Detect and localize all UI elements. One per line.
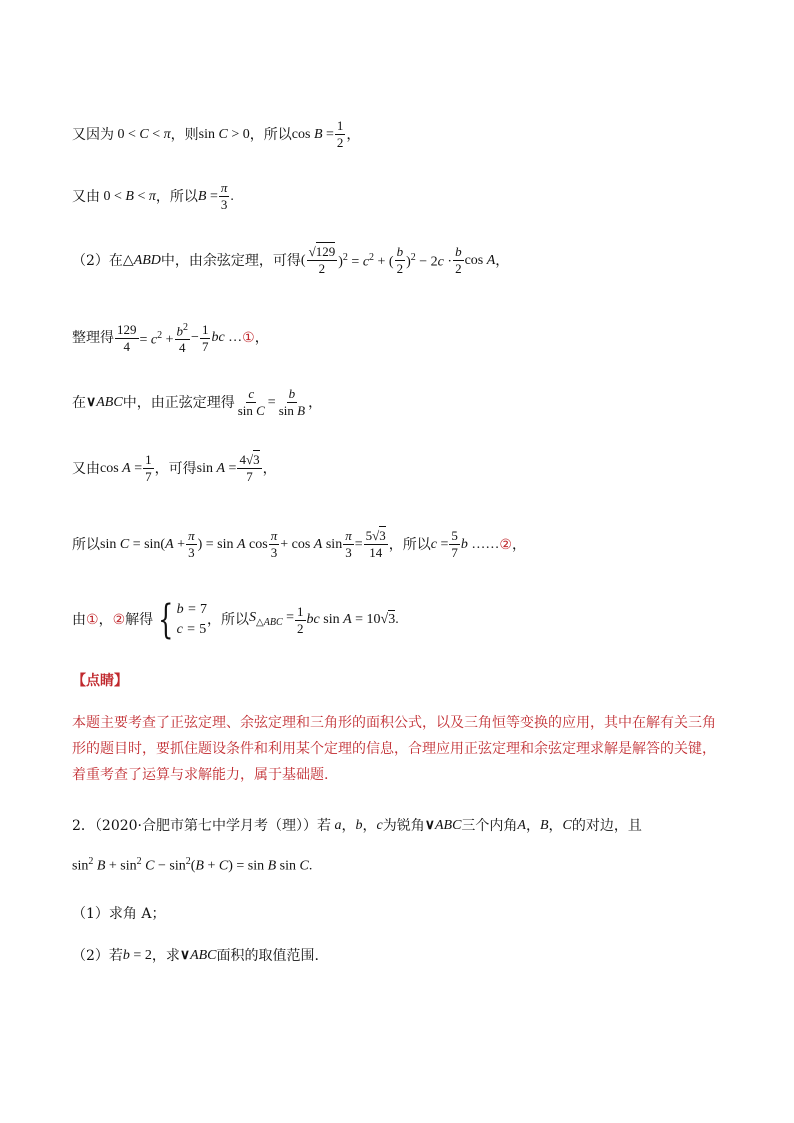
fraction: $\frac{b^2}{4}$ <box>176 322 189 356</box>
math: cos A = <box>100 460 143 476</box>
math: sin A = <box>196 460 237 476</box>
text: ， <box>525 818 540 834</box>
problem-2-part-2 <box>72 946 319 966</box>
text: 为锐角 <box>382 818 425 834</box>
text: ， <box>548 818 563 834</box>
solution-line-8 <box>72 597 399 643</box>
math: bc … <box>211 330 243 346</box>
fraction: $\frac{5}{7}$ <box>451 528 458 560</box>
fraction: $\frac{b}{\text{sin B}}$ <box>278 386 306 418</box>
text: 三个内角 <box>461 818 518 834</box>
text: 由 <box>72 612 86 628</box>
text: （2）若 <box>72 948 123 964</box>
fraction: $\frac{129}{4}$ <box>117 321 137 354</box>
solution-line-5 <box>72 386 322 419</box>
text: 面积的取值范围. <box>216 948 319 964</box>
text: 中，由正弦定理得 <box>122 394 235 411</box>
fraction: $\frac{1}{7}$ <box>201 321 209 354</box>
solution-line-1 <box>72 118 360 151</box>
math: ∨ABC <box>179 948 217 963</box>
fraction: $\frac{\pi}{3}$ <box>270 528 278 560</box>
text: 2．（2020·合肥市第七中学月考（理））若 <box>72 818 331 834</box>
math: cos A <box>464 252 496 268</box>
text: ， <box>362 818 377 834</box>
text: ， <box>254 330 269 347</box>
solution-line-3 <box>72 244 509 277</box>
fraction: $\frac{1}{2}$ <box>336 118 344 150</box>
math: )$^2$ − 2c · <box>406 252 453 270</box>
math: + cos A sin <box>280 536 343 552</box>
circled-mark: ② <box>112 612 126 628</box>
circled-mark: ① <box>242 330 255 347</box>
solution-line-4 <box>72 320 269 356</box>
math: ) = sin A cos <box>197 536 268 552</box>
fraction: $\frac{\pi}{3}$ <box>220 180 228 212</box>
text: 在 <box>72 394 86 411</box>
text: 解得 <box>125 612 154 628</box>
math: 0 < B < π <box>100 188 156 204</box>
math: a <box>331 818 342 833</box>
math: A <box>517 818 526 833</box>
text: 整理得 <box>72 330 114 347</box>
math: ( <box>300 252 306 268</box>
fraction: $\frac{√129}{2}$ <box>308 244 336 276</box>
fraction: $\frac{4√3}{7}$ <box>239 452 260 484</box>
text: ，所以 <box>155 188 198 205</box>
circled-mark: ① <box>86 612 99 628</box>
text: ， <box>346 126 361 143</box>
problem-2-part-1: （1）求角 A； <box>72 906 166 922</box>
text: ，可得 <box>154 460 197 477</box>
fraction: $\frac{\pi}{3}$ <box>188 528 195 560</box>
solution-line-2 <box>72 180 234 213</box>
math: b <box>355 818 363 833</box>
text: 又由 <box>72 188 100 205</box>
text: ， <box>308 394 323 411</box>
math: bc sin A = 10√3. <box>306 612 399 627</box>
math: = $c^2$ + <box>139 329 174 348</box>
text: 所以 <box>72 536 100 553</box>
math: sin C > 0 <box>198 126 250 142</box>
math: cos B = <box>291 126 334 142</box>
fraction: $\frac{c}{\text{sin C}}$ <box>237 386 265 418</box>
fraction: $\frac{1}{2}$ <box>297 603 304 636</box>
comment-body: 本题主要考查了正弦定理、余弦定理和三角形的面积公式，以及三角恒等变换的应用，其中在解有关三角形的题目时，要抓住题设条件和利用某个定理的信息，合理应用正弦定理和余弦定理求解是解答的关键，着重考查了运算与求解能力，属于基础题. <box>72 715 716 783</box>
text: （2）在 <box>72 252 123 269</box>
text: 又由 <box>72 460 100 477</box>
fraction: $\frac{1}{7}$ <box>145 452 152 484</box>
text: 中，由余弦定理，可得 <box>160 252 301 269</box>
equation-system: { b = 7 c = 5 <box>158 597 208 643</box>
math: b …… <box>460 536 500 552</box>
math: B <box>539 818 549 833</box>
math: ∨ABC <box>86 394 123 410</box>
text: ， <box>495 252 510 269</box>
fraction: $\frac{b}{2}$ <box>455 244 462 276</box>
fraction: $\frac{\pi}{3}$ <box>345 528 352 560</box>
fraction: $\frac{5√3}{14}$ <box>365 528 386 560</box>
math: = <box>267 394 276 410</box>
comment-heading: 【点睛】 <box>72 673 128 689</box>
text: ，求 <box>151 948 180 964</box>
math: c <box>376 818 383 833</box>
solution-line-6 <box>72 452 277 485</box>
text: ， <box>511 536 526 553</box>
math: $S_{\triangle ABC}$ = <box>249 609 295 628</box>
text: ，则 <box>170 126 199 143</box>
math: − <box>191 330 199 346</box>
text: ， <box>341 818 356 834</box>
math: = <box>354 536 363 552</box>
problem-2-intro <box>72 816 642 836</box>
math: 0 < C < π <box>114 126 171 142</box>
text: 又因为 <box>72 126 114 143</box>
text: ，所以 <box>207 612 250 628</box>
solution-line-7 <box>72 528 526 561</box>
math: C <box>562 818 572 833</box>
math: sin C = sin(A + <box>100 536 186 552</box>
text: ， <box>98 612 113 628</box>
math: △ABD <box>122 252 161 268</box>
math: ∨ABC <box>424 818 462 833</box>
problem-2-equation <box>72 852 312 877</box>
math: B = <box>197 188 218 204</box>
fraction: $\frac{b}{2}$ <box>396 244 404 276</box>
math: b = 2 <box>122 948 152 963</box>
text: ，所以 <box>388 536 431 553</box>
text: ，所以 <box>249 126 292 143</box>
text: . <box>230 188 234 204</box>
math: c = <box>430 536 449 552</box>
text: 的对边，且 <box>571 818 642 834</box>
text: ， <box>262 460 277 477</box>
math: $\sin^2 B + \sin^2 C - \sin^2(B + C) = \sin B$ sin C. <box>72 856 313 874</box>
circled-mark: ② <box>499 536 512 553</box>
math: )$^2 = c^2$ + ( <box>338 252 394 270</box>
